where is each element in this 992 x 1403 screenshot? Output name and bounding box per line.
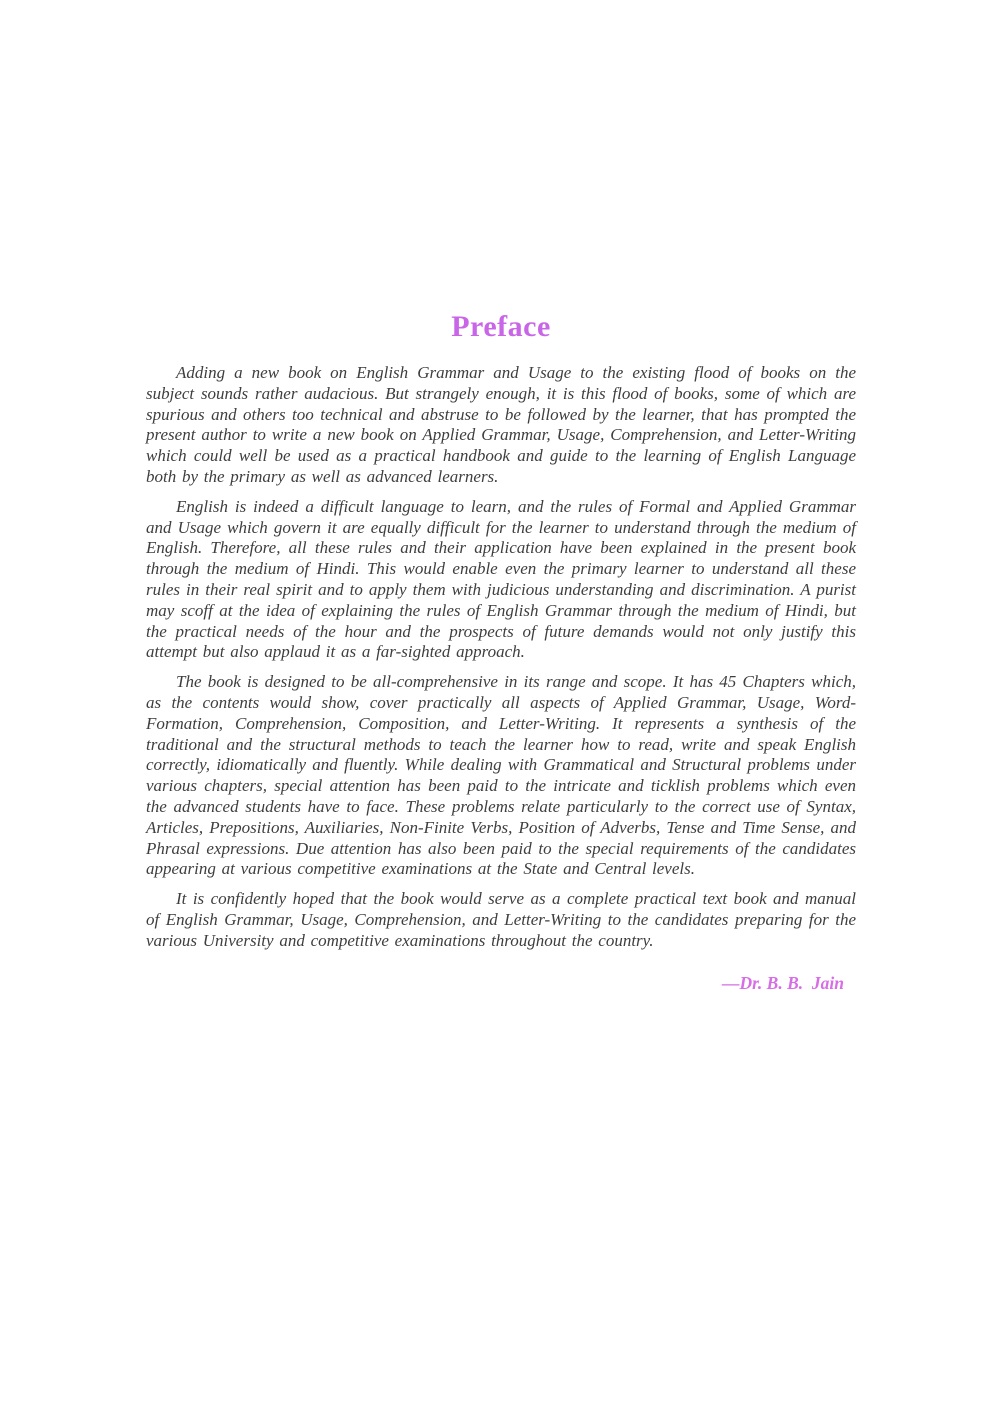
paragraph-4: It is confidently hoped that the book would serve as a complete practical text book and manual of English Grammar, Usage, Comprehension, and Letter-Writing to the candidates preparing for the various University and competitive examinations throughout the country. [146,889,856,950]
page-title: Preface [451,310,551,343]
paragraph-3: The book is designed to be all-comprehensive in its range and scope. It has 45 Chapters which, as the contents would show, cover practically all aspects of Applied Grammar, Usage, Word-Formation, Comprehension, Composition, and Letter-Writing. It represents a synthesis of the traditional and the structural methods to teach the learner how to read, write and speak English correctly, idiomatically and fluently. While dealing with Grammatical and Structural problems under various chapters, special attention has been paid to the intricate and ticklish problems which even the advanced students have to face. These problems relate particularly to the correct use of Syntax, Articles, Prepositions, Auxiliaries, Non-Finite Verbs, Position of Adverbs, Tense and Time Sense, and Phrasal expressions. Due attention has also been paid to the special requirements of the candidates appearing at various competitive examinations at the State and Central levels. [146,672,856,879]
preface-body [146,363,856,952]
preface-page [146,0,856,994]
author-signature: —Dr. B. B. Jain [721,972,844,993]
paragraph-1: Adding a new book on English Grammar and Usage to the existing flood of books on the subject sounds rather audacious. But strangely enough, it is this flood of books, some of which are spurious and others too technical and abstruse to be followed by the learner, that has prompted the present author to write a new book on Applied Grammar, Usage, Comprehension, and Letter-Writing which could well be used as a practical handbook and guide to the learning of English Language both by the primary as well as advanced learners. [146,363,856,486]
paragraph-2: English is indeed a difficult language to learn, and the rules of Formal and Applied Grammar and Usage which govern it are equally difficult for the learner to understand through the medium of English. Therefore, all these rules and their application have been explained in the present book through the medium of Hindi. This would enable even the primary learner to understand all these rules in their real spirit and to apply them with judicious understanding and discrimination. A purist may scoff at the idea of explaining the rules of English Grammar through the medium of Hindi, but the practical needs of the hour and the prospects of future demands would not only justify this attempt but also applaud it as a far-sighted approach. [146,496,856,662]
